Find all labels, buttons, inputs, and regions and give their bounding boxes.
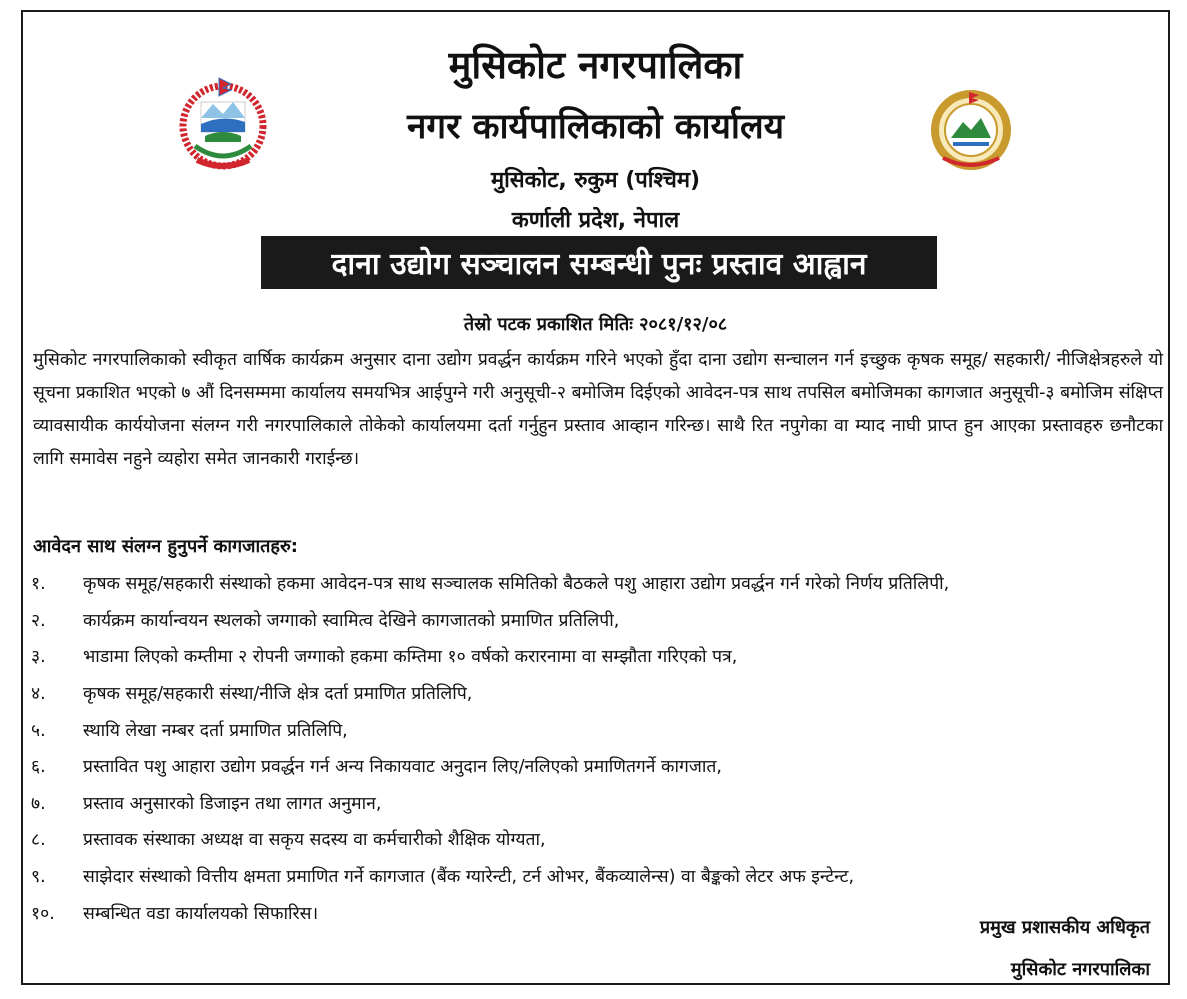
list-item-text: कृषक समूह/सहकारी संस्था/नीजि क्षेत्र दर्ता प्रमाणित प्रतिलिपि, bbox=[83, 684, 473, 705]
notice-title bbox=[261, 236, 937, 289]
signoff-org: मुसिकोट नगरपालिका bbox=[1010, 959, 1150, 980]
list-item-text: साझेदार संस्थाको वित्तीय क्षमता प्रमाणित गर्ने कागजात (बैंक ग्यारेन्टी, टर्न ओभर, बैंकव्यालेन्स) वा बैङ्कको लेटर अफ इन्टेन्ट, bbox=[83, 867, 855, 888]
list-item bbox=[31, 821, 1171, 858]
list-item-text: सम्बन्धित वडा कार्यालयको सिफारिस। bbox=[83, 903, 319, 924]
list-item-number: ३. bbox=[31, 647, 46, 668]
list-item-text: कार्यक्रम कार्यान्वयन स्थलको जग्गाको स्वामित्व देखिने कागजातको प्रमाणित प्रतिलिपी, bbox=[83, 610, 620, 631]
notice-title-text: दाना उद्योग सञ्चालन सम्बन्धी पुनः प्रस्ताव आह्वान bbox=[331, 247, 867, 282]
list-item-number: ४. bbox=[31, 684, 46, 705]
list-item-number: ९. bbox=[31, 867, 46, 888]
list-item-text: स्थायि लेखा नम्बर दर्ता प्रमाणित प्रतिलिपि, bbox=[83, 720, 348, 741]
list-item-number: १. bbox=[31, 574, 46, 595]
signoff-block bbox=[980, 907, 1150, 991]
org-name: मुसिकोट नगरपालिका bbox=[448, 43, 743, 87]
list-item bbox=[31, 602, 1171, 639]
list-item-text: प्रस्तावित पशु आहारा उद्योग प्रवर्द्धन गर्न अन्य निकायवाट अनुदान लिए/नलिएको प्रमाणितगर्ने कागजात, bbox=[83, 757, 722, 778]
list-item bbox=[31, 711, 1171, 748]
address-line-2: कर्णाली प्रदेश, नेपाल bbox=[511, 208, 680, 233]
address-line-1: मुसिकोट, रुकुम (पश्चिम) bbox=[490, 168, 701, 193]
list-item-number: २. bbox=[31, 610, 46, 631]
list-item bbox=[31, 675, 1171, 712]
documents-list bbox=[31, 565, 1171, 931]
list-item bbox=[31, 785, 1171, 822]
list-item bbox=[31, 638, 1171, 675]
list-item bbox=[31, 565, 1171, 602]
publish-date-line: तेस्रो पटक प्रकाशित मितिः २०८१/१२/०८ bbox=[463, 314, 728, 335]
list-item-number: ८. bbox=[31, 830, 46, 851]
intro-paragraph: मुसिकोट नगरपालिकाको स्वीकृत वार्षिक कार्यक्रम अनुसार दाना उद्योग प्रवर्द्धन कार्यक्रम गरिने भएको हुँदा दाना उद्योग सन्चालन गर्न इच्छुक कृषक समूह/ सहकारी/ नीजिक्षेत्रहरुले यो सूचना प्रकाशित भएको ७ औं दिनसम्ममा कार्यालय समयभित्र आईपुग्ने गरी अनुसूची-२ बमोजिम दिईएको आवेदन-पत्र साथ तपसिल बमोजिमका कागजात अनुसूची-३ बमोजिम संक्षिप्त व्यावसायीक कार्ययोजना संलग्न गरी नगरपालिकाले तोकेको कार्यालयमा दर्ता गर्नुहुन प्रस्ताव आव्हान गरिन्छ। साथै रित नपुगेका वा म्याद नाघी प्राप्त हुन आएका प्रस्तावहरु छनौटका लागि समावेस नहुने व्यहोरा समेत जानकारी गराईन्छ। bbox=[33, 350, 1163, 469]
list-item-text: कृषक समूह/सहकारी संस्थाको हकमा आवेदन-पत्र साथ सञ्चालक समितिको बैठकले पशु आहारा उद्योग प्रवर्द्धन गर्न गरेको निर्णय प्रतिलिपी, bbox=[83, 574, 950, 595]
notice-page bbox=[21, 10, 1170, 985]
signoff-title: प्रमुख प्रशासकीय अधिकृत bbox=[979, 917, 1150, 938]
office-name: नगर कार्यपालिकाको कार्यालय bbox=[406, 107, 785, 147]
list-item bbox=[31, 748, 1171, 785]
list-item-text: प्रस्तावक संस्थाका अध्यक्ष वा सकृय सदस्य वा कर्मचारीको शैक्षिक योग्यता, bbox=[83, 830, 546, 851]
list-item-text: प्रस्ताव अनुसारको डिजाइन तथा लागत अनुमान, bbox=[83, 793, 382, 814]
list-item-text: भाडामा लिएको कम्तीमा २ रोपनी जग्गाको हकमा कम्तिमा १० वर्षको करारनामा वा सम्झौता गरिएको पत्र, bbox=[83, 647, 738, 668]
list-item-number: १०. bbox=[31, 903, 55, 924]
list-item bbox=[31, 858, 1171, 895]
list-item-number: ७. bbox=[31, 793, 46, 814]
documents-heading: आवेदन साथ संलग्न हुनुपर्ने कागजातहरु: bbox=[33, 536, 298, 557]
list-item-number: ६. bbox=[31, 757, 46, 778]
list-item-number: ५. bbox=[31, 720, 46, 741]
